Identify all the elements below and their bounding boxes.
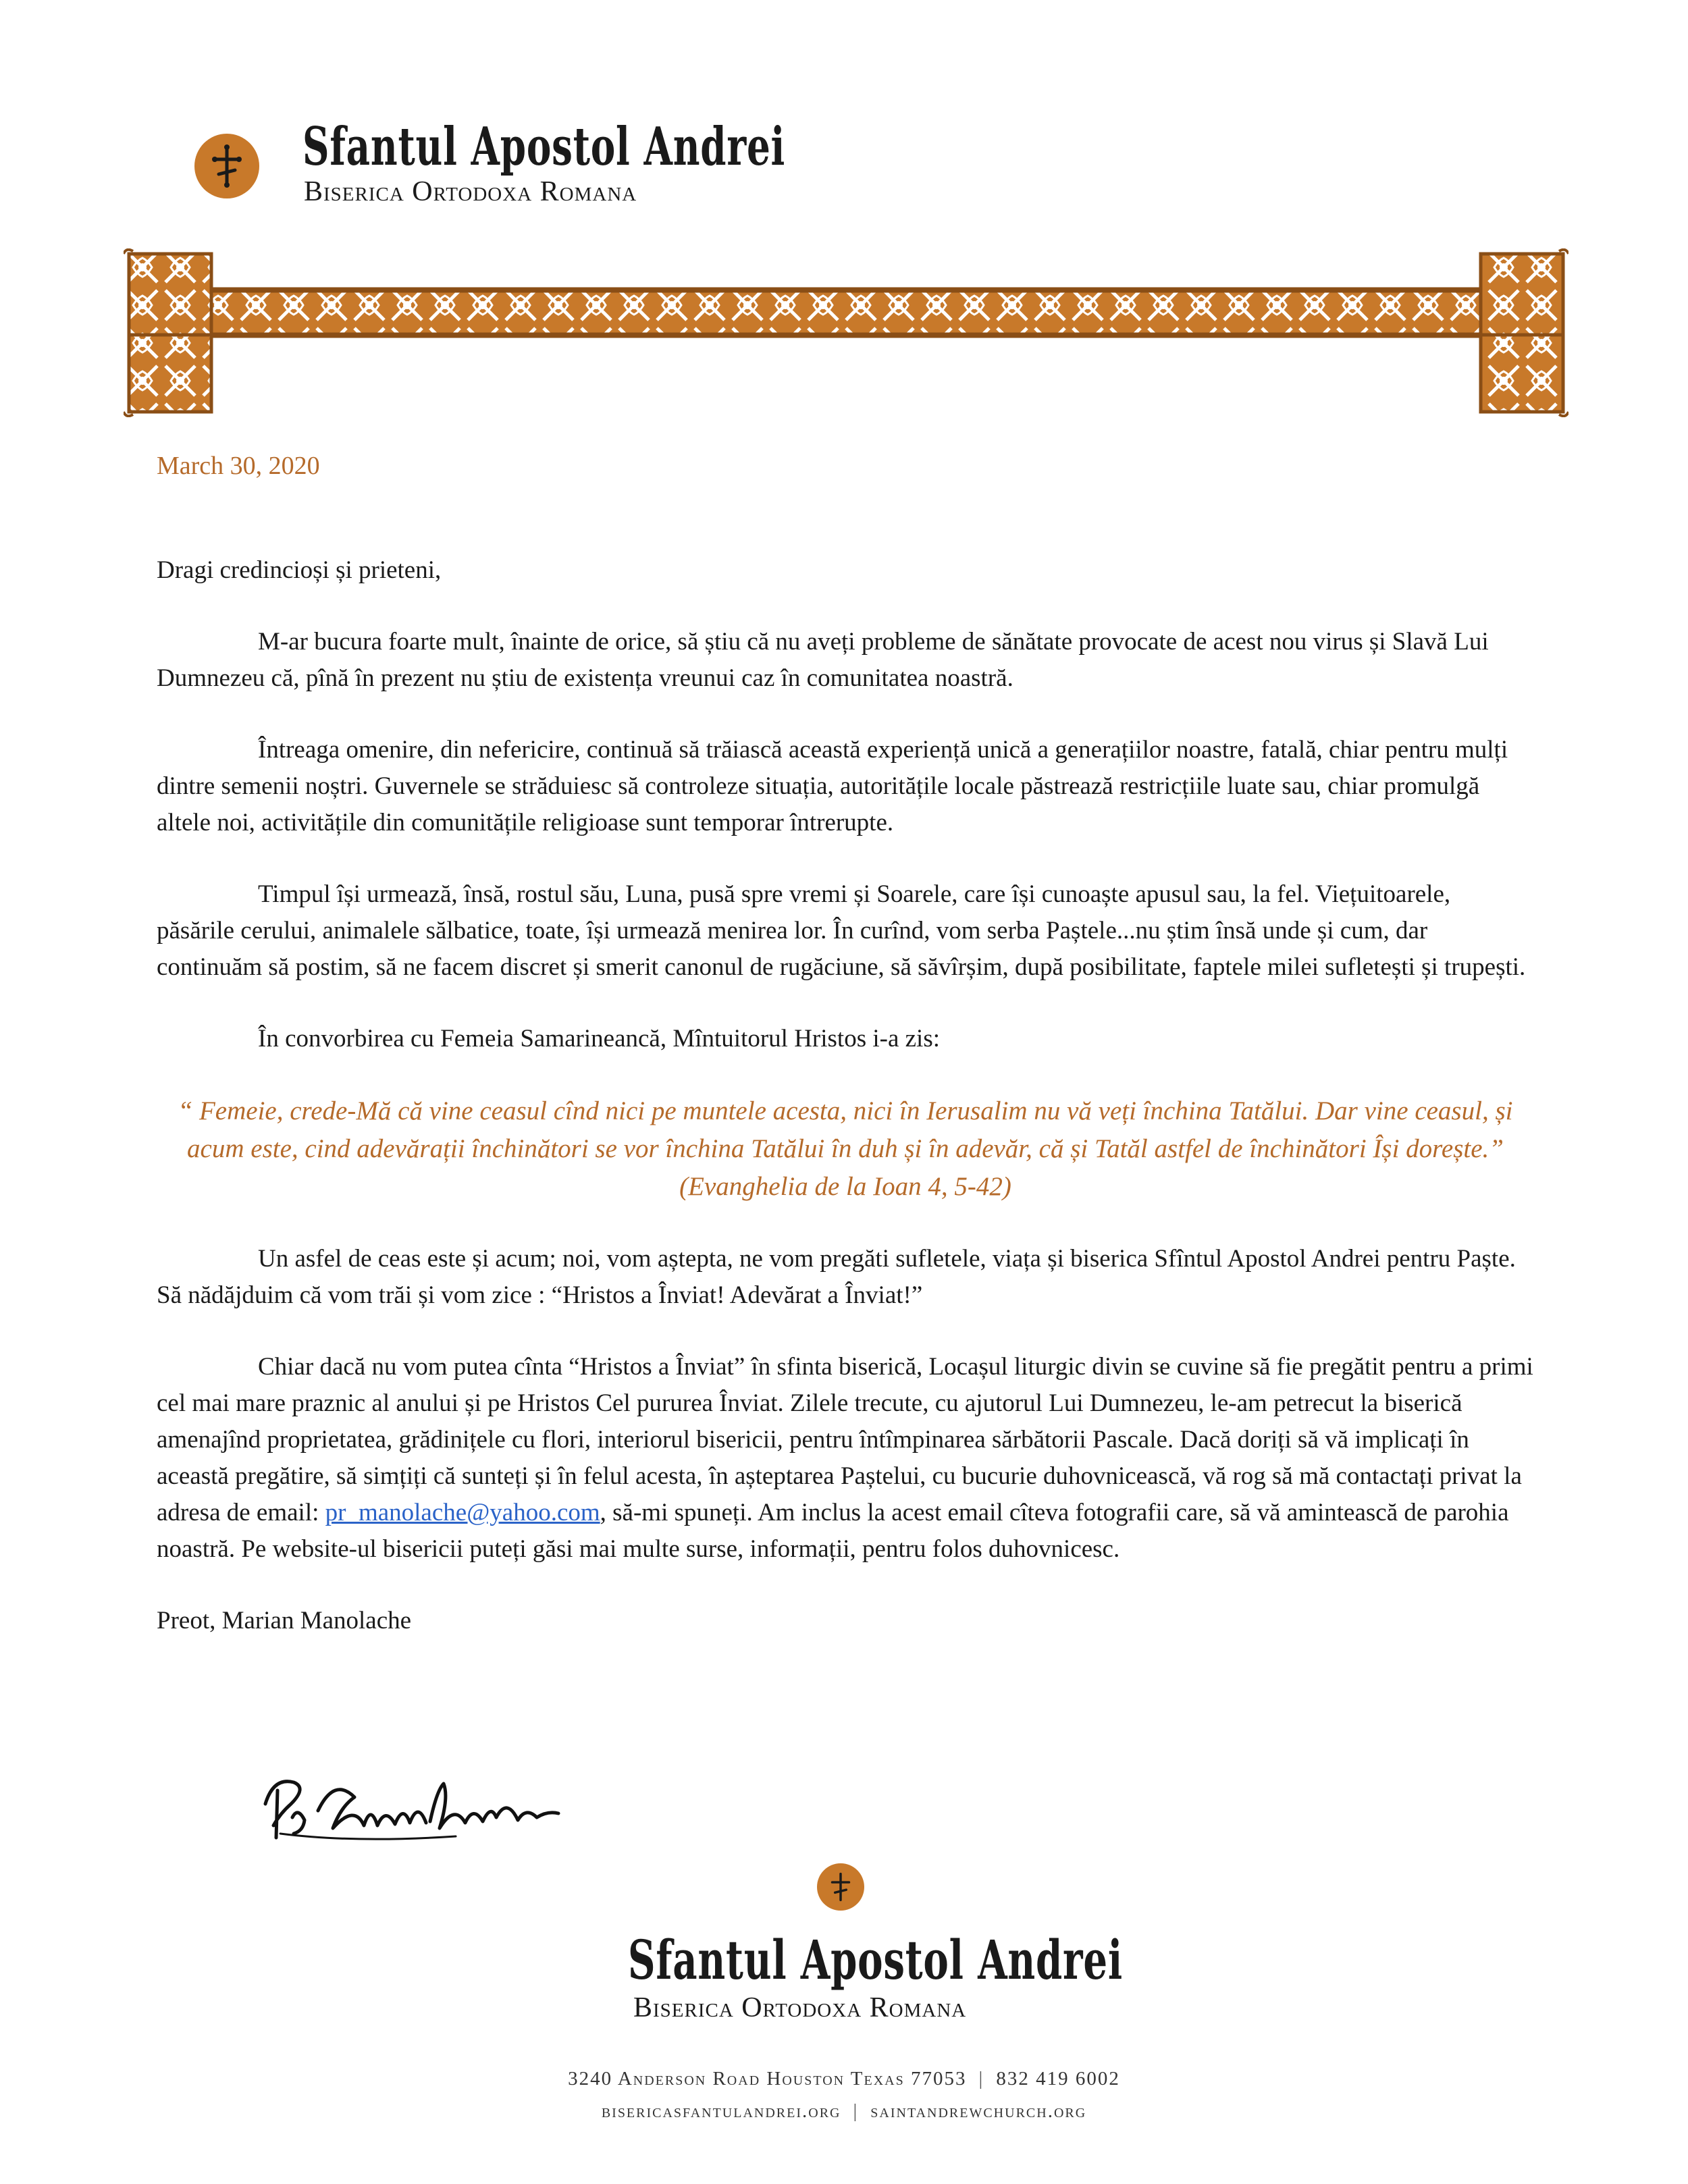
paragraph-5: Un asfel de ceas este și acum; noi, vom aștepta, ne vom pregăti sufletele, viața și biserica Sfîntul Apostol Andrei pentru Paște. Să nădăjduim că vom trăi și vom zice : “Hristos a Înviat! Adevărat a Înviat!” [157,1245,1516,1309]
footer-website-2[interactable]: saintandrewchurch.org [870,2100,1087,2122]
paragraph-6 [157,1349,1534,1568]
letter-body [157,552,1534,1674]
paragraph-3: Timpul își urmează, însă, rostul său, Luna, pusă spre vremi și Soarele, care își cunoaște apusul sau, la fel. Viețuitoarele, păsările cerului, animalele sălbatice, toate, își urmează menirea lor. În curînd, vom serba Paștele...nu știm însă unde și cum, dar continuăm să postim, să ne facem discret și smerit canonul de rugăciune, să săvîrșim, după posibilitate, faptele milei sufletești și trupești. [157,880,1526,981]
paragraph-6-before-email: Chiar dacă nu vom putea cînta “Hristos a Înviat” în sfinta biserică, Locașul liturgic divin se cuvine să fie pregătit pentru a primi cel mai mare praznic al anului și pe Hristos Cel pururea Înviat. Zilele trecute, cu ajutorul Lui Dumnezeu, le-am petrecut la biserică amenajînd proprietatea, grădinițele cu flori, interiorul bisericii, pentru întîmpinarea sărbătorii Pascale. Dacă doriți să vă implicați în această pregătire, să simțiți că sunteți și în felul acesta, în așteptarea Paștelui, cu bucurie duhovnicească, vă rog să mă contactați privat la adresa de email: [157,1353,1533,1526]
footer-logo [628,1863,1124,2039]
paragraph-6-after-email: , să-mi spuneți. Am inclus la acest email cîteva fotografii care, să vă amintească de parohia noastră. Pe website-ul bisericii puteți găsi mai multe surse, informații, pentru folos duhovnicesc. [157,1499,1509,1563]
header-org-subtitle: Biserica Ortodoxa Romana [304,176,637,207]
left-ornament-panel [124,250,211,417]
salutation: Dragi credincioși și prieteni, [157,556,442,584]
paragraph-2: Întreaga omenire, din nefericire, continuă să trăiască această experiență unică a generațiilor noastre, fatală, chiar pentru mulți dintre semenii noștri. Guvernele se străduiesc să controleze situația, autoritățile locale păstrează restricțiile luate sau, chiar promulgă altele noi, activitățile din comunitățile religioase sunt temporar întrerupte. [157,736,1508,836]
header-org-name: Sfantul Apostol Andrei [302,116,786,178]
right-ornament-panel [1481,250,1568,417]
footer-org-subtitle: Biserica Ortodoxa Romana [633,1992,967,2023]
email-link[interactable]: pr_manolache@yahoo.com [325,1499,600,1526]
header-logo [194,116,786,217]
ornamental-border [124,248,1568,417]
scripture-quote: “ Femeie, crede-Mă că vine ceasul cînd nici pe muntele acesta, nici în Ierusalim nu vă veți închina Tatălui. Dar vine ceasul, și acum este, cind adevărații închinători se vor închina Tatălui în duh și în adevăr, că și Tatăl astfel de închinători Își dorește.” (Evanghelia de la Ioan 4, 5-42) [178,1096,1513,1201]
footer-phone: 832 419 6002 [996,2068,1120,2089]
signoff: Preot, Marian Manolache [157,1607,412,1634]
center-ornament-band [211,289,1481,336]
footer-org-name: Sfantul Apostol Andrei [628,1928,1124,1992]
cross-icon [194,134,259,198]
footer-address: 3240 Anderson Road Houston Texas 77053 [568,2068,967,2089]
letter-date: March 30, 2020 [157,452,320,480]
handwritten-signature [253,1763,564,1851]
footer-contact: 3240 Anderson Road Houston Texas 77053 | 832 419 6002 bisericasfantulandrei.org | saintandrewchurch.org [568,2068,1120,2122]
footer-website-1[interactable]: bisericasfantulandrei.org [601,2100,841,2122]
cross-icon [817,1863,864,1911]
paragraph-4: În convorbirea cu Femeia Samarineancă, Mîntuitorul Hristos i-a zis: [258,1025,941,1053]
paragraph-1: M-ar bucura foarte mult, înainte de orice, să știu că nu aveți probleme de sănătate provocate de acest nou virus și Slavă Lui Dumnezeu că, pînă în prezent nu știu de existența vreunui caz în comunitatea noastră. [157,628,1489,692]
